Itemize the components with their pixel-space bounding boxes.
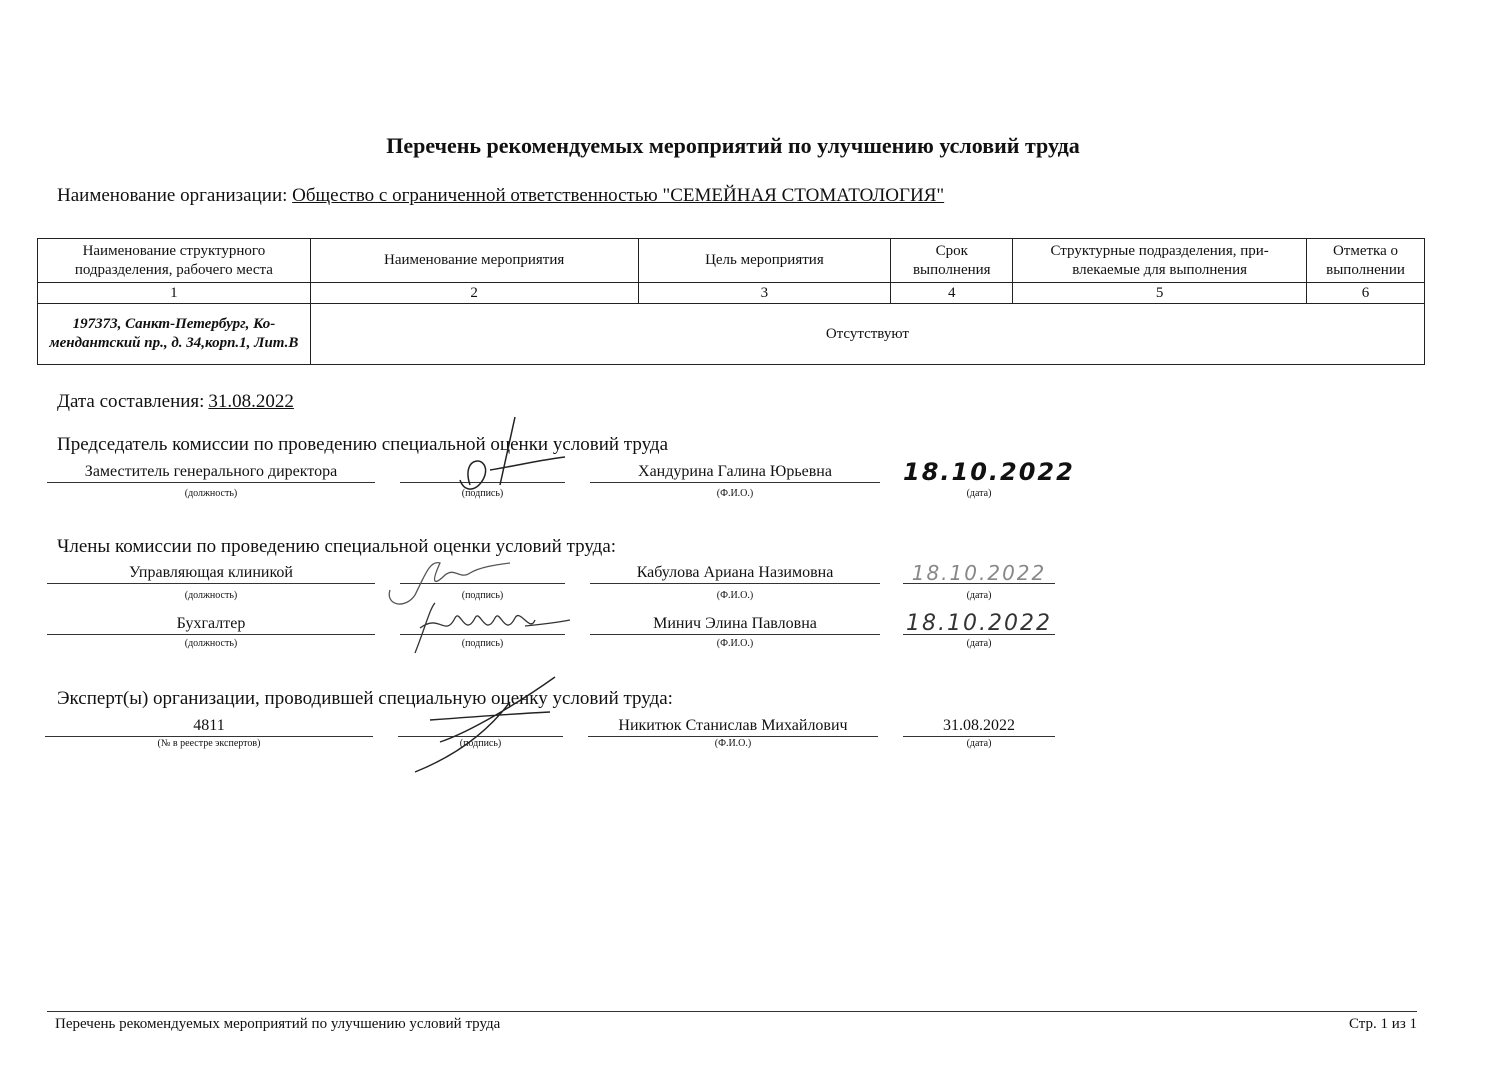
- date-compiled-label: Дата составления:: [57, 391, 205, 412]
- expert-signature: [410, 672, 570, 777]
- caption-signature: (подпись): [459, 738, 502, 749]
- table-header-row: [38, 239, 1425, 283]
- measures-table: [37, 238, 1425, 365]
- caption-date: (дата): [966, 738, 992, 749]
- measures-value: Отсутствуют: [310, 304, 1424, 365]
- chairman-signature: [430, 415, 580, 505]
- caption-signature: (подпись): [461, 638, 504, 649]
- caption-position: (должность): [184, 488, 238, 499]
- caption-date: (дата): [966, 488, 992, 499]
- caption-signature: (подпись): [461, 488, 504, 499]
- column-number: 3: [638, 283, 891, 304]
- footer-title: Перечень рекомендуемых мероприятий по улучшению условий труда: [55, 1016, 501, 1032]
- member-position: Управляющая клиникой: [47, 563, 375, 584]
- caption-fio: (Ф.И.О.): [714, 738, 752, 749]
- caption-position: (должность): [184, 590, 238, 601]
- column-number: 6: [1307, 283, 1425, 304]
- table-header-cell: Наименование структурного подразделения, рабочего места: [38, 239, 311, 283]
- chairman-date: 18.10.2022: [903, 458, 1075, 486]
- date-compiled-value: 31.08.2022: [208, 391, 294, 412]
- table-header-cell: Наименование мероприятия: [310, 239, 638, 283]
- table-header-cell: Срок выполнения: [891, 239, 1013, 283]
- member-name: Кабулова Ариана Назимовна: [590, 563, 880, 584]
- organization-name: Общество с ограниченной ответственностью "СЕМЕЙНАЯ СТОМАТОЛОГИЯ": [292, 185, 945, 206]
- footer-divider: [47, 1011, 1417, 1012]
- caption-fio: (Ф.И.О.): [716, 590, 754, 601]
- chairman-position: Заместитель генерального директора: [47, 462, 375, 483]
- caption-fio: (Ф.И.О.): [716, 488, 754, 499]
- member-name: Минич Элина Павловна: [590, 614, 880, 635]
- experts-heading: Эксперт(ы) организации, проводившей специальную оценку условий труда:: [57, 688, 673, 709]
- member-date-box: [903, 563, 1055, 584]
- column-number: 1: [38, 283, 311, 304]
- member-signature: [405, 598, 575, 658]
- organization-label: Наименование организации:: [57, 185, 288, 206]
- expert-registry-number: 4811: [45, 716, 373, 737]
- expert-date: 31.08.2022: [903, 716, 1055, 737]
- chairman-date-box: [903, 458, 1075, 486]
- caption-signature: (подпись): [461, 590, 504, 601]
- table-header-cell: Отметка о выполнении: [1307, 239, 1425, 283]
- caption-registry: (№ в реестре экспертов): [157, 738, 261, 749]
- chairman-name: Хандурина Галина Юрьевна: [590, 462, 880, 483]
- caption-date: (дата): [966, 638, 992, 649]
- expert-name: Никитюк Станислав Михайлович: [588, 716, 878, 737]
- member-date: 18.10.2022: [911, 561, 1047, 585]
- table-number-row: [38, 283, 1425, 304]
- table-row: [38, 304, 1425, 365]
- document-title: Перечень рекомендуемых мероприятий по улучшению условий труда: [386, 133, 1080, 158]
- chairman-heading: Председатель комиссии по проведению специальной оценки условий труда: [57, 434, 668, 455]
- workplace-address: 197373, Санкт-Петербург, Ко-мендантский пр., д. 34,корп.1, Лит.В: [38, 304, 311, 365]
- member-date: 18.10.2022: [906, 611, 1052, 636]
- member-date-box: [903, 611, 1055, 636]
- organization-line: [57, 185, 956, 207]
- column-number: 4: [891, 283, 1013, 304]
- caption-fio: (Ф.И.О.): [716, 638, 754, 649]
- page-number: Стр. 1 из 1: [1349, 1016, 1417, 1032]
- table-header-cell: Структурные подразделения, при-влекаемые для выполнения: [1013, 239, 1307, 283]
- date-compiled: [57, 391, 298, 413]
- column-number: 2: [310, 283, 638, 304]
- column-number: 5: [1013, 283, 1307, 304]
- members-heading: Члены комиссии по проведению специальной оценки условий труда:: [57, 536, 617, 557]
- table-header-cell: Цель мероприятия: [638, 239, 891, 283]
- caption-position: (должность): [184, 638, 238, 649]
- member-position: Бухгалтер: [47, 614, 375, 635]
- caption-date: (дата): [966, 590, 992, 601]
